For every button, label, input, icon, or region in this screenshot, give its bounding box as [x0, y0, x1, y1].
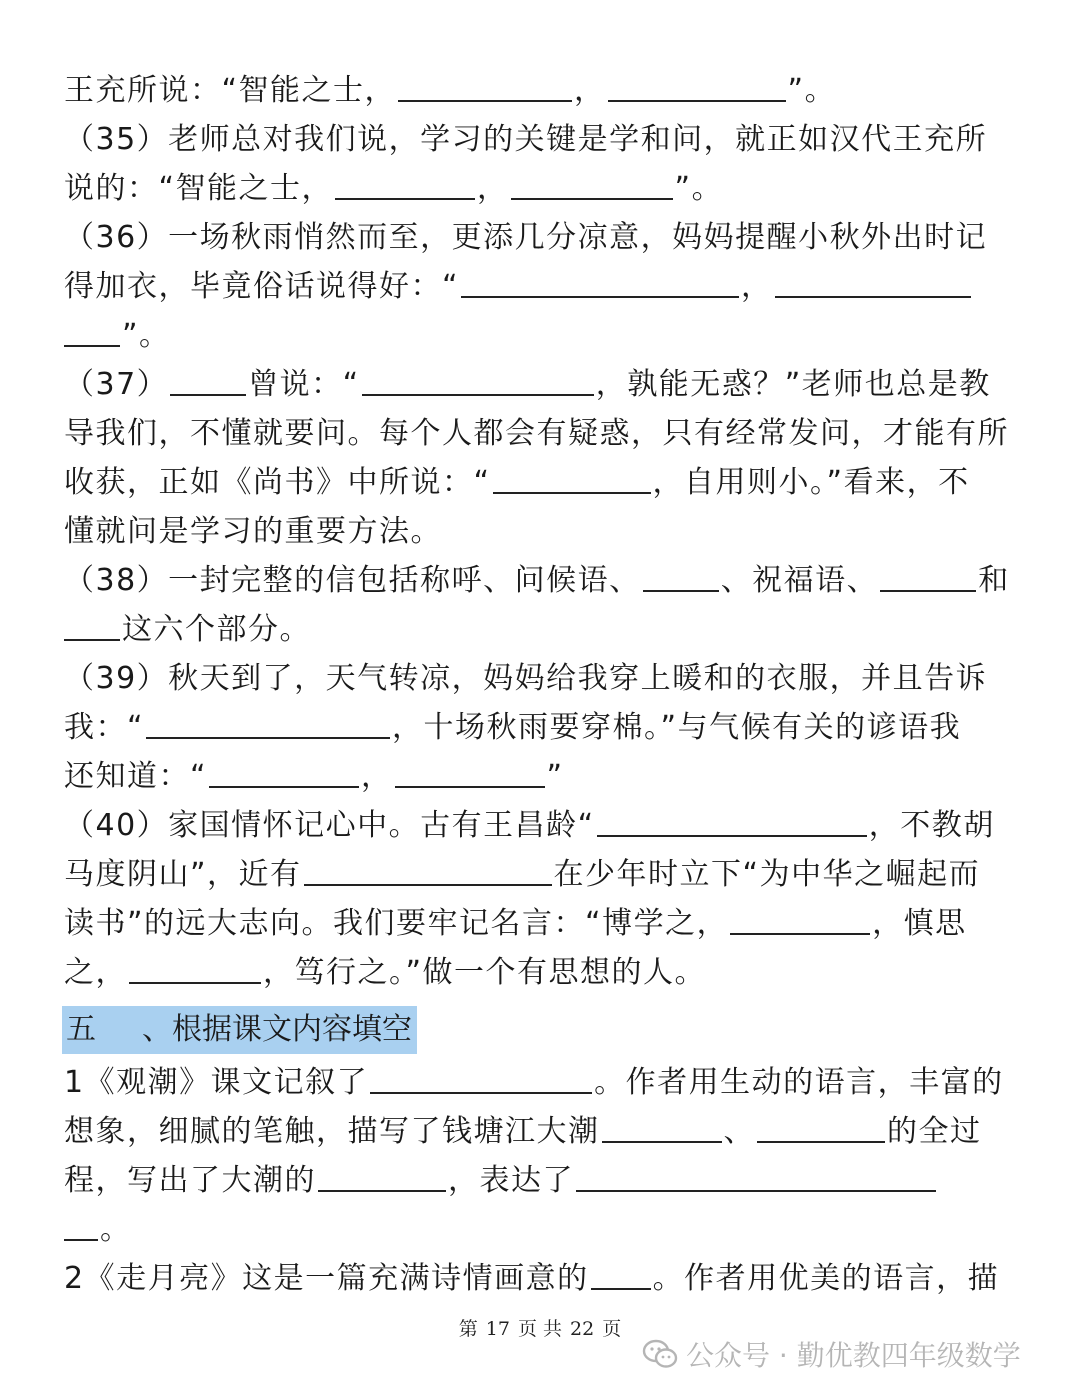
- question-39-line-2: 我：“ ，十场秋雨要穿棉。”与气候有关的谚语我: [64, 703, 1020, 753]
- question-38-line-1: （38）一封完整的信包括称呼、问候语、 、祝福语、 和: [64, 556, 1020, 606]
- section-item-1-line-3: 程，写出了大潮的 ，表达了: [64, 1156, 1020, 1206]
- question-38-line-2: 这六个部分。: [64, 605, 1020, 655]
- question-37-line-3: 收获，正如《尚书》中所说：“ ，自用则小。”看来，不: [64, 458, 1020, 508]
- question-37-line-2: 导我们，不懂就要问。每个人都会有疑惑，只有经常发问，才能有所: [64, 416, 1009, 451]
- answer-blank[interactable]: [129, 950, 261, 984]
- question-39-line-1: （39）秋天到了，天气转凉，妈妈给我穿上暖和的衣服，并且告诉: [64, 661, 988, 696]
- wechat-icon: [642, 1338, 678, 1370]
- answer-blank[interactable]: [511, 166, 673, 200]
- watermark: [642, 1332, 1021, 1376]
- question-40-line-4: 之， ，笃行之。”做一个有思想的人。: [64, 948, 1020, 998]
- question-37-line-1: （37） 曾说：“ ，孰能无惑？”老师也总是教: [64, 360, 1020, 410]
- answer-blank[interactable]: [362, 362, 594, 396]
- answer-blank[interactable]: [398, 68, 572, 102]
- answer-blank[interactable]: [576, 1158, 936, 1192]
- page-number: 第 17 页 共 22 页: [458, 1318, 622, 1340]
- answer-blank[interactable]: [318, 1158, 446, 1192]
- answer-blank[interactable]: [775, 264, 971, 298]
- question-36-line-2: 得加衣，毕竟俗话说得好：“ ，: [64, 262, 1020, 312]
- section-item-1-line-2: 想象，细腻的笔触，描写了钱塘江大潮 、 的全过: [64, 1107, 1020, 1157]
- answer-blank[interactable]: [335, 166, 475, 200]
- watermark-text: 公众号 · 勤优教四年级数学: [686, 1339, 1021, 1372]
- answer-blank[interactable]: [304, 852, 552, 886]
- answer-blank[interactable]: [730, 901, 870, 935]
- section-number: 五: [66, 1012, 96, 1047]
- section-title: 、根据课文内容填空: [142, 1012, 412, 1047]
- answer-blank[interactable]: [64, 607, 120, 641]
- section-heading: [66, 1006, 412, 1054]
- answer-blank[interactable]: [461, 264, 739, 298]
- section-item-1-line-4: 。: [64, 1205, 1020, 1255]
- answer-blank[interactable]: [209, 754, 359, 788]
- question-39-line-3: 还知道：“ ， ”: [64, 752, 1020, 802]
- answer-blank[interactable]: [597, 803, 867, 837]
- answer-blank[interactable]: [602, 1109, 722, 1143]
- question-37-line-4: 懂就问是学习的重要方法。: [64, 514, 442, 549]
- question-40-line-1: （40）家国情怀记心中。古有王昌龄“ ，不教胡: [64, 801, 1020, 851]
- answer-blank[interactable]: [880, 558, 976, 592]
- answer-blank[interactable]: [643, 558, 719, 592]
- question-36-line-1: （36）一场秋雨悄然而至，更添几分凉意，妈妈提醒小秋外出时记: [64, 220, 988, 255]
- answer-blank[interactable]: [591, 1256, 651, 1290]
- question-35-line-2: 说的：“智能之士， ， ”。: [64, 164, 1020, 214]
- section-item-2-line-1: 2《走月亮》这是一篇充满诗情画意的 。作者用优美的语言，描: [64, 1254, 1020, 1304]
- text-line: 王充所说：“智能之士， ， ”。: [64, 66, 1020, 116]
- question-35-line-1: （35）老师总对我们说，学习的关键是学和问，就正如汉代王充所: [64, 122, 988, 157]
- answer-blank[interactable]: [64, 1207, 98, 1241]
- question-36-line-3: ”。: [64, 311, 1020, 361]
- answer-blank[interactable]: [170, 362, 246, 396]
- answer-blank[interactable]: [493, 460, 651, 494]
- answer-blank[interactable]: [370, 1060, 592, 1094]
- answer-blank[interactable]: [395, 754, 545, 788]
- answer-blank[interactable]: [757, 1109, 885, 1143]
- question-40-line-3: 读书”的远大志向。我们要牢记名言：“博学之， ，慎思: [64, 899, 1020, 949]
- answer-blank[interactable]: [146, 705, 390, 739]
- question-40-line-2: 马度阴山”，近有 在少年时立下“为中华之崛起而: [64, 850, 1020, 900]
- answer-blank[interactable]: [608, 68, 786, 102]
- section-item-1-line-1: 1《观潮》课文记叙了 。作者用生动的语言，丰富的: [64, 1058, 1020, 1108]
- answer-blank[interactable]: [64, 313, 120, 347]
